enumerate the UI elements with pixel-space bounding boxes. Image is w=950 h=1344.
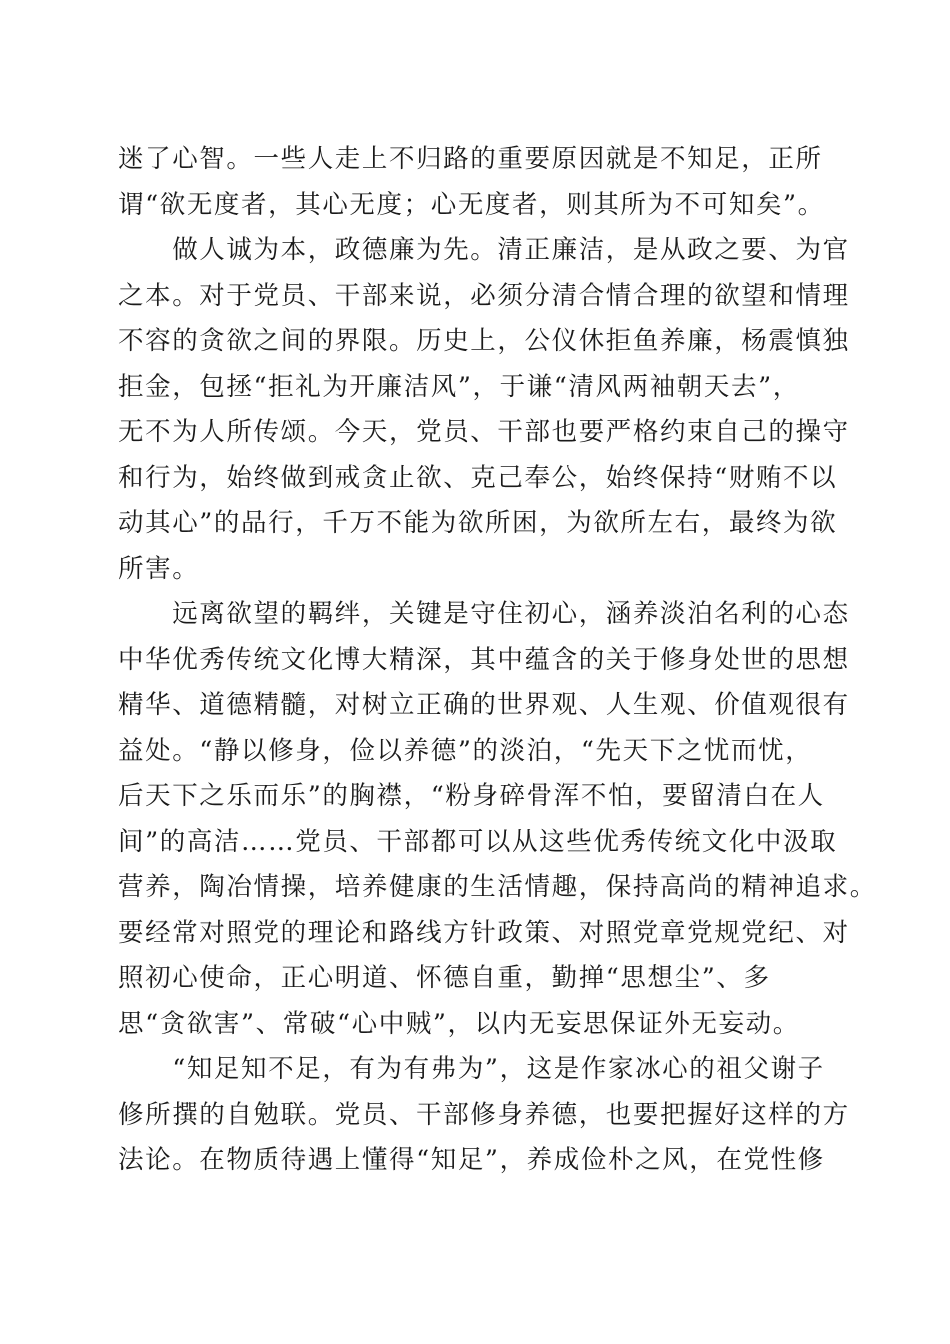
document-body	[118, 137, 877, 1184]
text-line: 无不为人所传颂。今天，党员、干部也要严格约束自己的操守	[118, 417, 850, 447]
text-line: 和行为，始终做到戒贪止欲、克己奉公，始终保持“财贿不以	[118, 462, 838, 493]
text-line: 要经常对照党的理论和路线方针政策、对照党章党规党纪、对	[118, 917, 850, 948]
text-line: 营养，陶冶情操，培养健康的生活情趣，保持高尚的精神追求。	[118, 872, 877, 902]
text-line: 谓“欲无度者，其心无度；心无度者，则其所为不可知矣”。	[118, 189, 825, 220]
paragraph-2	[118, 228, 850, 592]
text-line: 思“贪欲害”、常破“心中贼”，以内无妄思保证外无妄动。	[118, 1008, 800, 1039]
text-line: 精华、道德精髓，对树立正确的世界观、人生观、价值观很有	[118, 690, 850, 720]
text-line: 迷了心智。一些人走上不归路的重要原因就是不知足，正所	[118, 144, 823, 174]
text-line: 拒金，包拯“拒礼为开廉洁风”，于谦“清风两袖朝天去”，	[118, 371, 800, 402]
text-line: 动其心”的品行，千万不能为欲所困，为欲所左右，最终为欲	[118, 508, 838, 538]
paragraph-3	[118, 592, 877, 1047]
text-line: 照初心使命，正心明道、怀德自重，勤掸“思想尘”、多	[118, 963, 771, 993]
text-line: 做人诚为本，政德廉为先。清正廉洁，是从政之要、为官	[118, 235, 850, 265]
text-line: 不容的贪欲之间的界限。历史上，公仪休拒鱼养廉，杨震慎独	[118, 326, 850, 356]
text-line: 中华优秀传统文化博大精深，其中蕴含的关于修身处世的思想	[118, 644, 850, 675]
text-line: 间”的高洁……党员、干部都可以从这些优秀传统文化中汲取	[118, 826, 838, 857]
paragraph-1	[118, 137, 830, 228]
text-line: 后天下之乐而乐”的胸襟，“粉身碎骨浑不怕，要留清白在人	[118, 781, 825, 811]
text-line: 益处。“静以修身，俭以养德”的淡泊，“先天下之忧而忧，	[118, 735, 813, 766]
text-line: 所害。	[118, 553, 200, 584]
text-line: 修所撰的自勉联。党员、干部修身养德，也要把握好这样的方	[118, 1099, 850, 1130]
text-line: 之本。对于党员、干部来说，必须分清合情合理的欲望和情理	[118, 280, 850, 311]
text-line: “知足知不足，有为有弗为”，这是作家冰心的祖父谢子	[118, 1054, 825, 1084]
text-line: 远离欲望的羁绊，关键是守住初心，涵养淡泊名利的心态	[118, 599, 850, 629]
text-line: 法论。在物质待遇上懂得“知足”，养成俭朴之风，在党性修	[118, 1145, 825, 1175]
paragraph-4	[118, 1047, 850, 1184]
